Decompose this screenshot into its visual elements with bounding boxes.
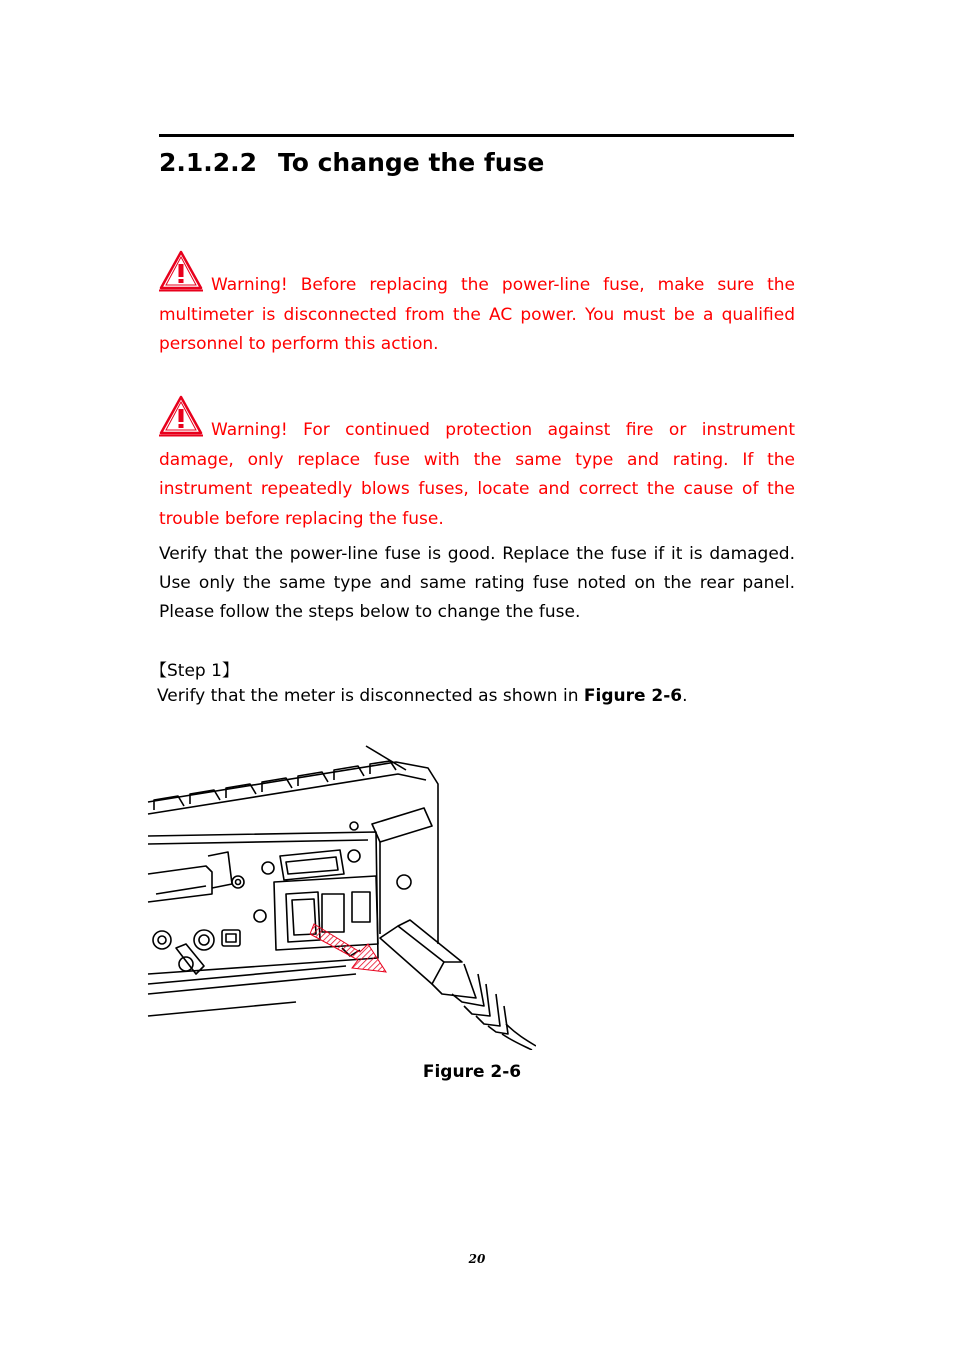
intro-paragraph: Verify that the power-line fuse is good. Replace the fuse if it is damaged. Use only the same type and same rating fuse noted on the rear panel. Please follow the steps below to change the fuse. xyxy=(159,544,795,622)
warning-text: Warning! Before replacing the power-line fuse, make sure the multimeter is disconnected from the AC power. You must be a qualified personnel to perform this action. xyxy=(159,275,795,354)
step-text-suffix: . xyxy=(682,686,688,706)
section-heading xyxy=(159,148,544,177)
figure-caption xyxy=(0,1062,954,1082)
section-number: 2.1.2.2 xyxy=(159,148,258,177)
step-label: 【Step 1】 xyxy=(150,661,239,681)
figure-rear-panel-illustration xyxy=(146,744,536,1050)
figure-caption-text: Figure 2-6 xyxy=(422,1062,522,1082)
step-instruction xyxy=(157,686,688,706)
section-title: To change the fuse xyxy=(278,148,545,177)
warning-triangle-icon xyxy=(159,250,203,292)
step-text-prefix: Verify that the meter is disconnected as shown in xyxy=(157,686,584,706)
warning-block-power xyxy=(159,250,795,360)
warning-block-fire xyxy=(159,395,795,534)
section-rule xyxy=(159,134,794,137)
warning-text: Warning! For continued protection against fire or instrument damage, only replace fuse with the same type and rating. If the instrument repeatedly blows fuses, locate and correct the cause of the trouble before replacing the fuse. xyxy=(159,420,795,529)
rear-panel-drawing xyxy=(146,744,536,1050)
page-number: 20 xyxy=(468,1252,486,1266)
figure-reference: Figure 2-6 xyxy=(583,686,683,706)
warning-triangle-icon xyxy=(159,395,203,437)
